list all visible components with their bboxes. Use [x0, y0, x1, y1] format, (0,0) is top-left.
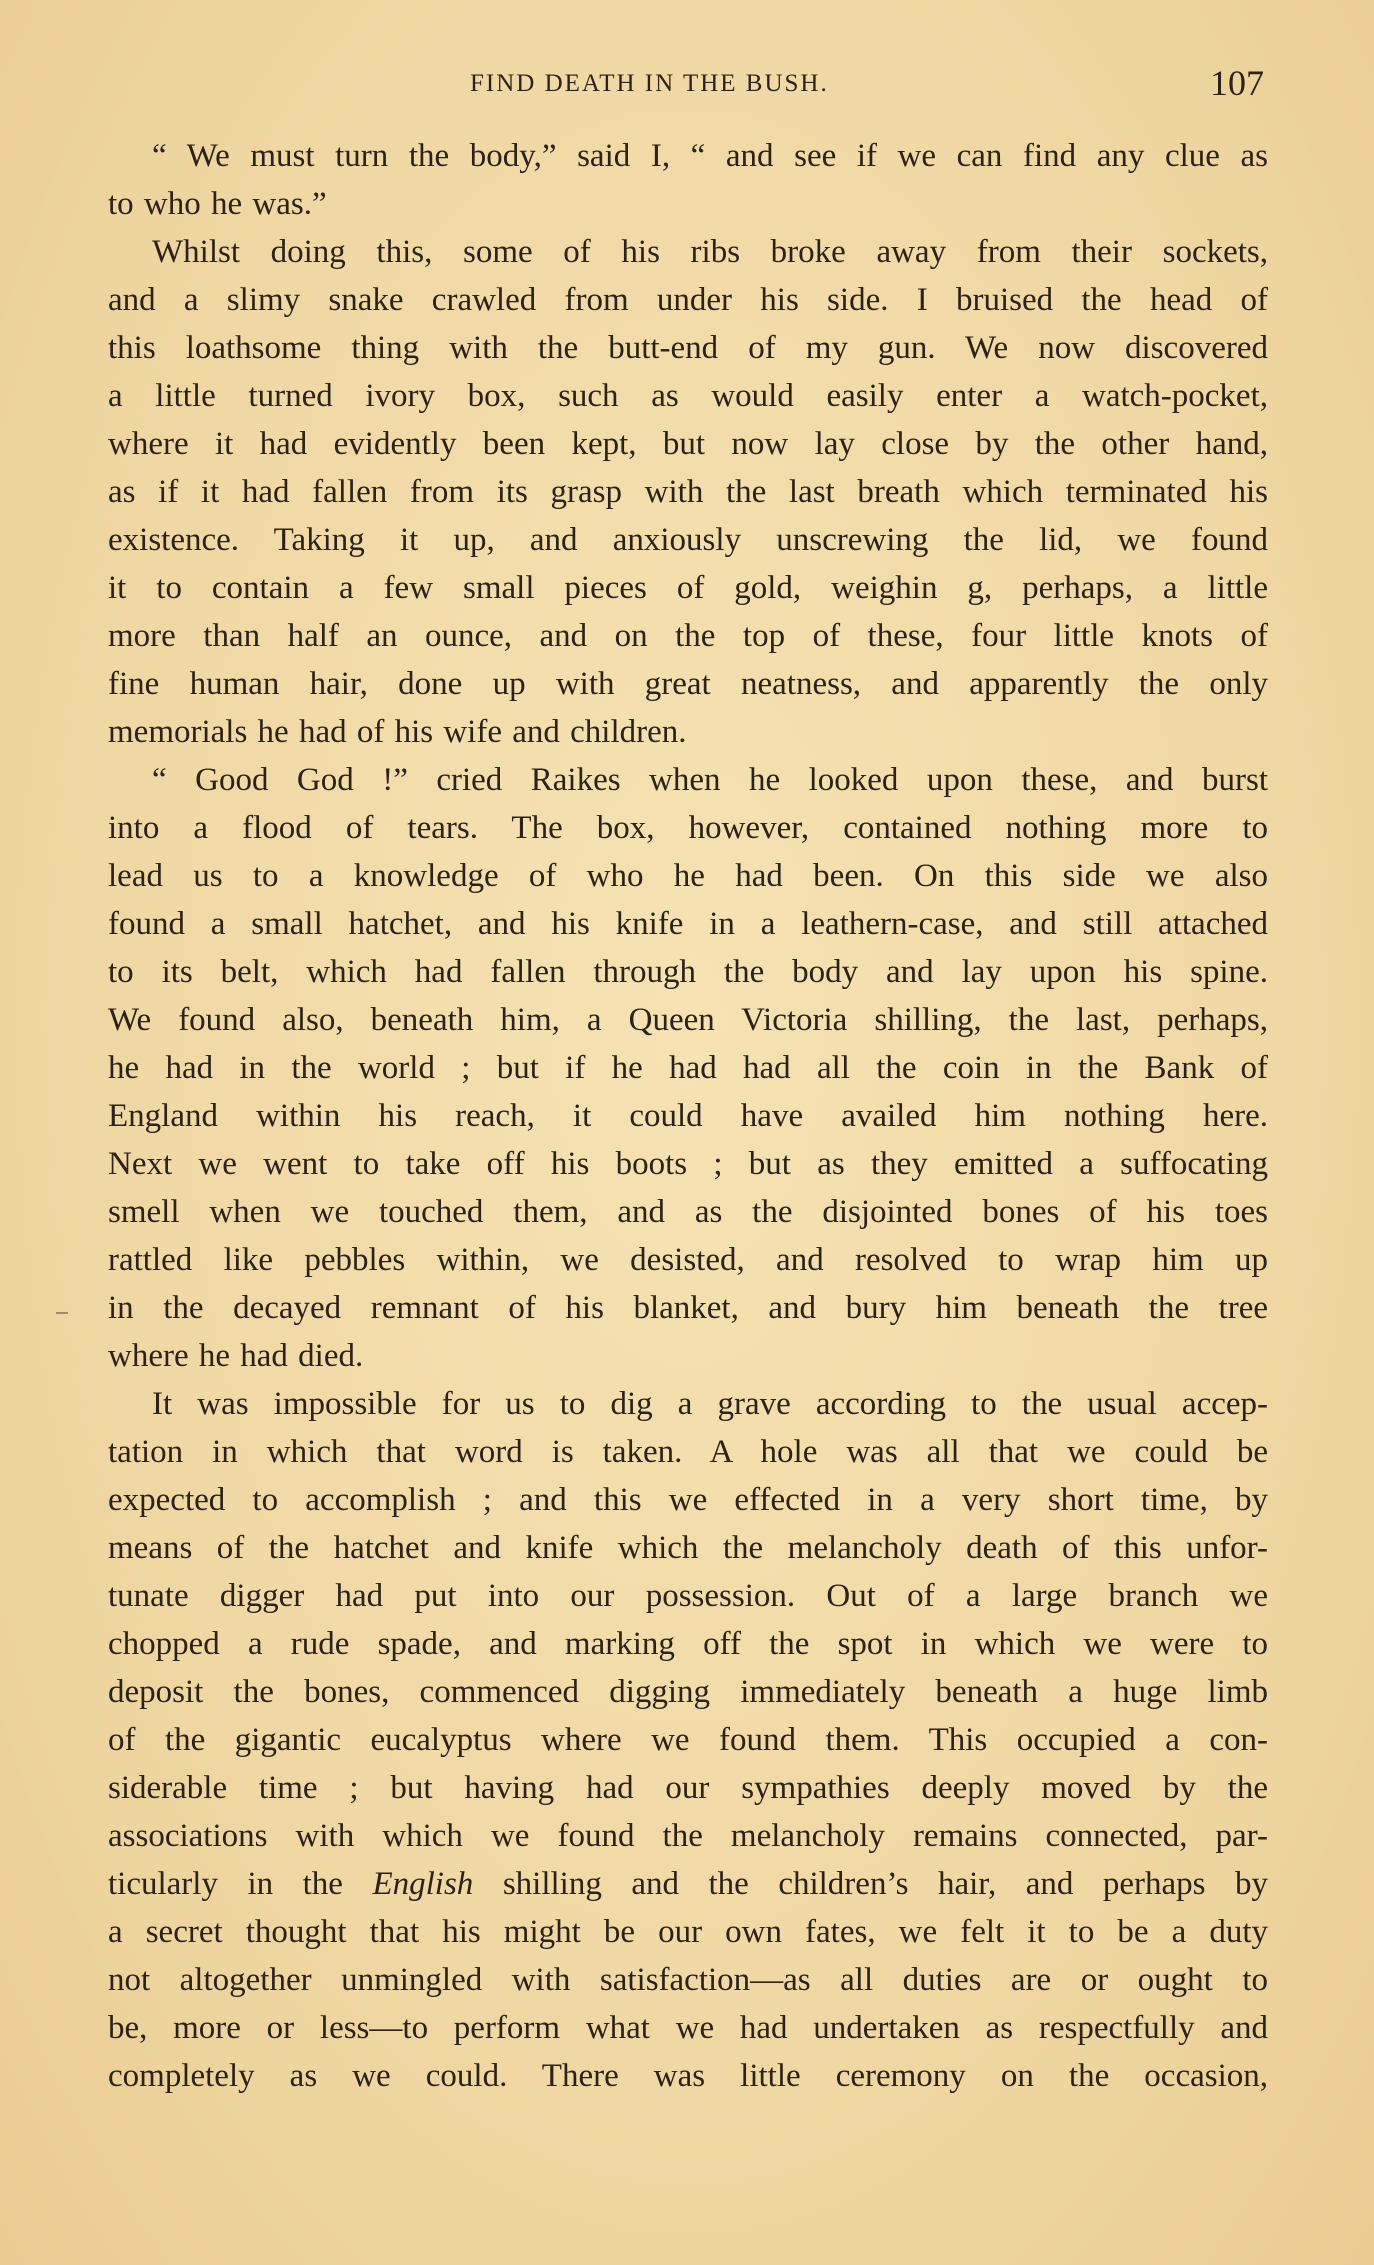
text-line: found a small hatchet, and his knife in a leathern-case, and still attached	[108, 906, 1268, 942]
text-line: lead us to a knowledge of who he had been. On this side we also	[108, 858, 1268, 894]
text-line: “ We must turn the body,” said I, “ and see if we can find any clue as	[152, 138, 1268, 174]
text-line: of the gigantic eucalyptus where we found them. This occupied a con-	[108, 1722, 1268, 1758]
text-line: to who he was.”	[108, 186, 327, 222]
text-line: into a flood of tears. The box, however, contained nothing more to	[108, 810, 1268, 846]
text-line: a secret thought that his might be our own fates, we felt it to be a duty	[108, 1914, 1268, 1950]
text-line: We found also, beneath him, a Queen Victoria shilling, the last, perhaps,	[108, 1002, 1268, 1038]
text-line: existence. Taking it up, and anxiously unscrewing the lid, we found	[108, 522, 1268, 558]
text-line: “ Good God !” cried Raikes when he looked upon these, and burst	[152, 762, 1268, 798]
text-line: Next we went to take off his boots ; but as they emitted a suffocating	[108, 1146, 1268, 1182]
text-line: a little turned ivory box, such as would easily enter a watch-pocket,	[108, 378, 1268, 414]
text-line-with-italic	[108, 1860, 1268, 1908]
text-line: where it had evidently been kept, but now lay close by the other hand,	[108, 426, 1268, 462]
text-line: tation in which that word is taken. A hole was all that we could be	[108, 1434, 1268, 1470]
text-line: as if it had fallen from its grasp with the last breath which terminated his	[108, 474, 1268, 510]
text-segment: ticularly in the	[108, 1866, 373, 1902]
text-line: in the decayed remnant of his blanket, and bury him beneath the tree	[108, 1290, 1268, 1326]
text-line: to its belt, which had fallen through the body and lay upon his spine.	[108, 954, 1268, 990]
text-line: means of the hatchet and knife which the melancholy death of this unfor-	[108, 1530, 1268, 1566]
text-line: completely as we could. There was little ceremony on the occasion,	[108, 2058, 1268, 2094]
text-line: rattled like pebbles within, we desisted, and resolved to wrap him up	[108, 1242, 1268, 1278]
text-line: be, more or less—to perform what we had undertaken as respectfully and	[108, 2010, 1268, 2046]
page-number: 107	[1210, 63, 1264, 103]
text-line: chopped a rude spade, and marking off the spot in which we were to	[108, 1626, 1268, 1662]
text-line: tunate digger had put into our possession. Out of a large branch we	[108, 1578, 1268, 1614]
running-title: FIND DEATH IN THE BUSH.	[470, 70, 829, 97]
text-line: memorials he had of his wife and children.	[108, 714, 687, 750]
text-line: this loathsome thing with the butt-end of my gun. We now discovered	[108, 330, 1268, 366]
text-line: siderable time ; but having had our sympathies deeply moved by the	[108, 1770, 1268, 1806]
text-line: Whilst doing this, some of his ribs broke away from their sockets,	[152, 234, 1268, 270]
text-line: smell when we touched them, and as the disjointed bones of his toes	[108, 1194, 1268, 1230]
paragraph-4	[108, 1380, 1268, 2100]
text-line: more than half an ounce, and on the top of these, four little knots of	[108, 618, 1268, 654]
text-line: not altogether unmingled with satisfaction—as all duties are or ought to	[108, 1962, 1268, 1998]
paragraph-1	[108, 132, 1268, 228]
text-line: It was impossible for us to dig a grave according to the usual accep-	[152, 1386, 1268, 1422]
body-text	[108, 132, 1268, 2100]
text-line: where he had died.	[108, 1338, 364, 1374]
text-line: he had in the world ; but if he had had all the coin in the Bank of	[108, 1050, 1268, 1086]
text-line: it to contain a few small pieces of gold, weighin g, perhaps, a little	[108, 570, 1268, 606]
paragraph-2	[108, 228, 1268, 756]
running-header	[0, 62, 1374, 112]
text-segment: shilling and the children’s hair, and perhaps by	[473, 1866, 1268, 1902]
paragraph-3	[108, 756, 1268, 1380]
text-line: England within his reach, it could have availed him nothing here.	[108, 1098, 1268, 1134]
text-line: deposit the bones, commenced digging immediately beneath a huge limb	[108, 1674, 1268, 1710]
text-line: associations with which we found the melancholy remains connected, par-	[108, 1818, 1268, 1854]
margin-mark	[56, 1312, 68, 1314]
text-line: fine human hair, done up with great neatness, and apparently the only	[108, 666, 1268, 702]
text-line: expected to accomplish ; and this we effected in a very short time, by	[108, 1482, 1268, 1518]
text-line: and a slimy snake crawled from under his side. I bruised the head of	[108, 282, 1268, 318]
italic-word: English	[372, 1866, 474, 1902]
